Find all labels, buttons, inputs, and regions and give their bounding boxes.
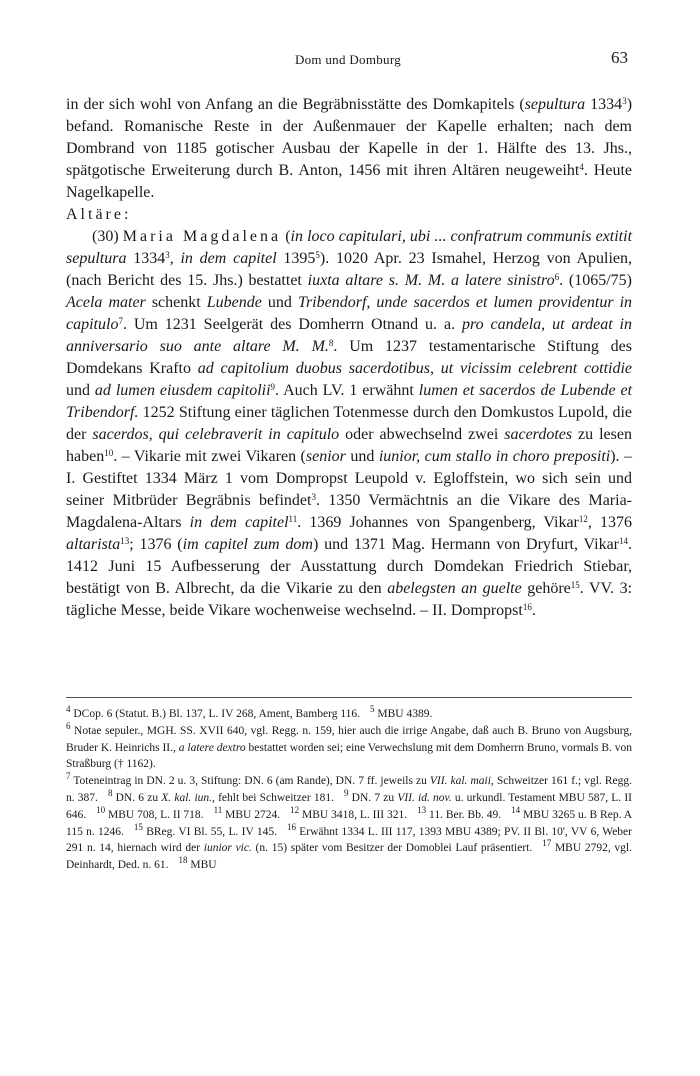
latin-quote: lumen et sacerdos de Lubende et Tribendorf.	[66, 382, 633, 421]
footnote-ref: 4	[579, 162, 584, 172]
latin-quote: ad lumen eiusdem capitolii	[94, 382, 271, 399]
latin-quote: a latere dextro	[178, 741, 246, 754]
running-head: Dom und Domburg	[294, 52, 402, 67]
latin-quote: altarista	[66, 536, 121, 553]
paragraph-chapel-history: in der sich wohl von Anfang an die Begräbnisstätte des Domkapitels (sepultura 1334$^3$) befand. Romanische Reste in der Außenmauer der Kapelle erhalten; nach dem Dombrand von 1185 gotischer Ausbau der Kapelle in der 1. Hälfte des 13. Jhs., spätgotische Erweiterung durch B. Anton, 1456 mit ihren Altären neugeweiht$^4$. Heute Nagelkapelle.	[66, 96, 633, 201]
footnote-line: $^4$ DCop. 6 (Statut. B.) Bl. 137, L. IV 268, Ament, Bamberg 116. $^5$ MBU 4389.	[66, 704, 433, 720]
latin-quote: im capitel zum dom	[182, 536, 313, 553]
latin-quote: in dem capitel	[180, 250, 277, 267]
footnote-ref: 10	[96, 804, 106, 815]
footnote-ref: 7	[118, 316, 123, 326]
paragraph-altar-maria-magdalena: (30) Maria Magdalena (in loco capitulari, ubi ... confratrum communis extitit sepultura 1334$^3$, in dem capitel 1395$^5$). 1020 Apr. 23 Ismahel, Herzog von Apulien, (nach Bericht des 15. Jhs.) bestattet iuxta altare s. M. M. a latere sinistro$^6$. (1065/75) Acela mater schenkt Lubende und Tribendorf, unde sacerdos et lumen providentur in capitulo$^7$. Um 1231 Seelgerät des Domherrn Otnand u. a. pro candela, ut ardeat in anniversario suo ante altare M. M.$^8$. Um 1237 testamentarische Stiftung des Domdekans Krafto ad capitolium duobus sacerdotibus, ut vicissim celebrent cottidie und ad lumen eiusdem capitolii$^9$. Auch LV. 1 erwähnt lumen et sacerdos de Lubende et Tribendorf. 1252 Stiftung einer täglichen Totenmesse durch den Domkustos Lupold, die der sacerdos, qui celebraverit in capitulo oder abwechselnd zwei sacerdotes zu lesen haben$^{10}$. – Vikarie mit zwei Vikaren (senior und iunior, cum stallo in choro prepositi). – I. Gestiftet 1334 März 1 vom Dompropst Leupold v. Egloffstein, wo sich sein und seiner Mitbrüder Begräbnis befindet$^3$. 1350 Vermächtnis an die Vikare des Maria-Magdalena-Altars in dem capitel$^{11}$. 1369 Johannes von Spangenberg, Vikar$^{12}$, 1376 altarista$^{13}$; 1376 (im capitel zum dom) und 1371 Mag. Hermann von Dryfurt, Vikar$^{14}$. 1412 Juni 15 Aufbesserung der Ausstattung durch Domdekan Friedrich Stiebar, bestätigt von B. Albrecht, da die Vikarie zu den abelegsten an guelte gehöre$^{15}$. VV. 3: tägliche Messe, beide Vikare wochenweise wechselnd. – II. Dompropst$^{16}$.	[66, 228, 633, 619]
footnote-ref: 14	[511, 804, 521, 815]
latin-quote: sacerdotes	[504, 426, 573, 443]
footnotes	[66, 706, 632, 874]
latin-quote: in dem capitel	[189, 514, 289, 531]
footnote-ref: 9	[270, 382, 276, 392]
footnote-line: $^6$ Notae sepuler., MGH. SS. XVII 640, vgl. Regg. n. 159, hier auch die irrige Angabe, daß auch B. Bruno von Augsburg, Bruder K. Heinrichs II., a latere dextro bestattet worden sei; eine Verwechslung mit dem Domherrn Bruno, vormals B. von Straßburg († 1162).	[66, 720, 632, 771]
footnote-ref: 11	[213, 804, 223, 815]
main-text	[66, 94, 632, 622]
footnote-ref: 8	[107, 787, 113, 798]
latin-quote: sacerdos, qui celebraverit in capitulo	[92, 426, 340, 443]
footnote-ref: 3	[165, 250, 170, 260]
footnote-ref: 12	[290, 804, 300, 815]
footnote-ref: 5	[370, 704, 375, 714]
latin-quote: VII. id. nov.	[397, 791, 452, 804]
footnote-line: $^7$ Toteneintrag in DN. 2 u. 3, Stiftung: DN. 6 (am Rande), DN. 7 ff. jeweils zu VII. kal. maii, Schweitzer 161 f.; vgl. Regg. n. 387. $^8$ DN. 6 zu X. kal. iun., fehlt bei Schweitzer 181. $^9$ DN. 7 zu VII. id. nov. u. urkundl. Testament MBU 587, L. II 646. $^{10}$ MBU 708, L. II 718. $^{11}$ MBU 2724. $^{12}$ MBU 3418, L. III 321. $^{13}$ 11. Ber. Bb. 49. $^{14}$ MBU 3265 u. B Rep. A 115 n. 1246. $^{15}$ BReg. VI Bl. 55, L. IV 145. $^{16}$ Erwähnt 1334 L. III 117, 1393 MBU 4389; PV. II Bl. 10', VV 6, Weber 291 n. 14, hiernach wird der iunior vic. (n. 15) später vom Besitzer der Domoblei Lauf präsentiert. $^{17}$ MBU 2792, vgl. Deinhardt, Ded. n. 61. $^{18}$ MBU	[66, 771, 633, 872]
footnote-ref: 14	[619, 536, 628, 546]
latin-quote: senior	[305, 448, 346, 465]
footnote-ref: 6	[66, 720, 71, 731]
footnote-ref: 10	[104, 448, 114, 458]
footnote-ref: 13	[417, 804, 427, 815]
latin-quote: sepultura	[524, 96, 586, 113]
altar-name: Maria Magdalena	[122, 228, 282, 245]
latin-quote: pro candela, ut ardeat in anniversario suo ante altare M. M.	[66, 316, 632, 355]
latin-quote: iunior vic.	[203, 842, 252, 855]
latin-quote: ad capitolium duobus sacerdotibus, ut vicissim celebrent cottidie	[197, 360, 633, 377]
footnote-ref: 7	[66, 771, 71, 782]
footnote-ref: 3	[622, 96, 627, 106]
footnote-ref: 15	[570, 580, 580, 590]
footnote-ref: 6	[554, 272, 560, 282]
footnote-ref: 18	[178, 855, 188, 866]
page-number: 63	[611, 48, 628, 67]
footnote-ref: 17	[542, 838, 552, 849]
latin-quote: Lubende	[206, 294, 262, 311]
latin-quote: in loco capitulari, ubi ... confratrum communis extitit sepultura	[66, 228, 633, 267]
footnote-ref: 9	[343, 787, 349, 798]
latin-quote: Acela mater	[66, 294, 146, 311]
footnote-ref: 16	[286, 821, 296, 832]
latin-quote: X. kal. iun.,	[161, 791, 215, 804]
footnote-ref: 5	[315, 250, 320, 260]
section-heading-altars: Altäre:	[66, 206, 132, 223]
page-header	[68, 48, 628, 70]
latin-quote: VII. kal. maii,	[429, 775, 494, 788]
footnote-ref: 16	[522, 602, 532, 612]
footnote-ref: 8	[328, 338, 334, 348]
footnote-divider	[66, 697, 632, 698]
footnote-ref: 4	[66, 704, 71, 714]
latin-quote: Tribendorf, unde sacerdos et lumen providentur in capitulo	[66, 294, 633, 333]
footnote-ref: 13	[120, 536, 130, 546]
footnote-ref: 3	[311, 492, 316, 502]
footnote-ref: 11	[288, 514, 298, 524]
footnote-ref: 12	[578, 514, 588, 524]
latin-quote: iuxta altare s. M. M. a latere sinistro	[307, 272, 555, 289]
latin-quote: iunior, cum stallo in choro prepositi	[378, 448, 611, 465]
latin-quote: abelegsten an guelte	[387, 580, 522, 597]
footnote-ref: 15	[133, 821, 143, 832]
